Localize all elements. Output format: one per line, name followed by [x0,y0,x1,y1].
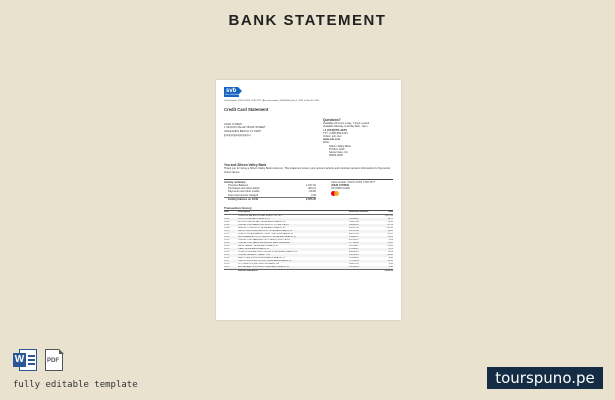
logo-text: svb [226,88,237,94]
description-cell: SHELL GAS STATION HIGHLANDS BEACH, FL [238,257,286,260]
date-cell: 11/21 [224,248,238,251]
questions-text-2: Available Monday to Friday 8am - 6pm [323,125,368,129]
total-cell: 31.85 [375,236,393,239]
total-cell: 9.99 [388,239,393,242]
word-doc-icon: W [13,349,37,371]
customer-block [224,118,312,157]
ending-balance-row [224,270,393,274]
chevron-right-icon [238,87,242,95]
card-number: XXXX XXXX 7749 7077 [347,180,376,184]
col-header-total: Total [375,211,393,215]
questions-mail-3: Santa Clara, CA [329,151,348,155]
date-cell: 11/05 [224,224,238,227]
total-cell: 6.80 [388,257,393,260]
date-cell: 11/28 [224,263,230,266]
total-cell: 29.50 [387,221,393,224]
brand-label: tourspuno.pe [487,367,603,389]
description-cell: CLOTHING STORE, NEW ORLEANS, LA [238,263,279,266]
description-cell: PUBLIX SUPER MARKET #0001 - HILLSIDE BEACH FL [238,233,294,236]
activity-value: -59.00 [308,190,316,194]
reference-cell: 88096432 [349,251,359,254]
questions-phone: +1 (510)555-4970 [323,127,347,132]
date-cell: 11/23 [224,251,230,254]
description-cell: BOOKSTORE RETAIL, HIGHLANDS BEACH, FL [238,221,286,224]
activity-title: Activity summary [224,180,246,184]
total-cell: 4.50 [375,266,393,270]
description-cell: ONLINE PURCHASE APPLE.COM/BILL 0000 CA US [238,239,290,242]
section-text: Thank you for being a Silicon Valley Bank customer. This statement covers your account activity and important account information for the period shown above. [224,167,390,174]
questions-mail-2: PO Box 1234 [329,147,345,151]
col-header-date: Date [224,211,238,215]
transactions-title: Transaction history [224,207,393,211]
format-icons [13,349,63,371]
description-cell: OFFICE SUPPLIES OFFICE, HIGHLANDS BEACH, FL [238,260,349,263]
total-cell: 9.00 [388,263,393,266]
reference-cell: 13357788 [349,221,359,224]
activity-total-label: Ending balance on 11/30 [228,197,259,201]
questions-block [323,118,393,157]
reference-cell: 54487216 [349,263,359,266]
date-cell: 11/26 [224,257,230,260]
activity-total-value: 2,585.35 [305,197,316,201]
date-cell: 11/25 [224,254,238,257]
activity-value: 1,047.91 [305,184,316,188]
questions-online: www.svb.com [323,138,341,142]
description-cell: RESTAURANT EXPRESS, HIGHLANDS BEACH, FL [238,266,349,270]
total-cell: 120.00 [386,227,393,230]
total-cell: 8.25 [375,248,393,251]
date-cell: 11/20 [224,245,230,248]
date-cell: 11/08 [224,227,230,230]
reference-cell: 15569021 [349,236,375,239]
activity-label: Previous Balance [228,184,249,188]
date-cell: 11/18 [224,242,238,245]
activity-label: Fees and interest charged [228,193,259,197]
description-cell: FOOD, HIGHLANDS BEACH, FL [238,218,349,221]
statement-title: Credit Card Statement [224,107,269,113]
customer-barcode: |||ıı|ı||ı|ıı|ı||ı|ıı||ı|ı|ı|||ı|ı|ıı| [224,133,251,137]
description-cell: ONLINE PURCHASE MEDIA WEB SALE HIGHLAND [238,242,349,245]
page-title: BANK STATEMENT [228,12,387,29]
date-cell: 11/29 [224,266,238,270]
activity-total-row [224,197,316,201]
activity-label: Purchases and other debits [228,187,260,191]
description-cell: ONLINE PURCHASE 0000 SUPPLY STORE CA US [238,224,349,227]
reference-cell: 66237783 [349,233,359,236]
total-cell: 61.19 [375,224,393,227]
reference-cell: 80214475 [349,239,359,242]
description-cell: ONLINE PAYMENT THANK YOU [238,254,349,257]
section-title: You and Silicon Valley Bank [224,163,267,168]
reference-cell: 11094483 [349,257,359,260]
total-cell: 12.00 [375,242,393,245]
activity-value: 463.14 [308,187,316,191]
bank-logo [224,86,393,96]
date-cell: 11/16 [224,239,230,242]
total-cell: 10.50 [375,260,393,263]
reference-cell: 62018835 [349,266,375,270]
mastercard-icon [331,191,339,196]
statement-document [216,80,401,320]
logo-subtitle: Silicon Valley Bank [225,95,239,96]
total-cell: 35.00 [387,245,393,248]
total-cell: -59.00 [375,254,393,257]
col-header-description: Description [238,211,349,215]
reference-cell: 74538810 [349,218,375,221]
reference-cell: 21149087 [349,245,359,248]
description-cell: TAXI & LIMOUSINE SERVICE - HIGHLAND BEACH, FL [238,230,349,233]
date-cell: 11/01 [224,218,238,221]
header-columns [224,118,393,157]
reference-cell: 37716290 [349,242,375,245]
activity-summary [224,179,393,201]
description-cell: CAFE, HIGHLANDS BEACH, FL [238,248,349,251]
total-cell: 15.98 [387,251,393,254]
total-cell: 18.40 [375,230,393,233]
activity-left [224,181,316,201]
description-cell: OPENING BALANCE BLAH BLAH 7749 7077 [238,215,283,218]
description-cell: SUPERMARKET FOOD SERVICE, HIGHLAND BEACH, FL [238,236,349,239]
questions-text-1: Available 24 hours a day, 7 days a week [323,122,370,126]
total-cell: 48.11 [375,218,393,221]
description-cell: RESORT COMPLETE, HIGHLANDS BEACH, FL [238,227,286,230]
col-header-reference: Reference Number [349,211,375,215]
customer-address-1: 1 SILICON VALLEY BANK STREET [224,126,266,130]
description-cell: COMPUTERS AND ELECTRONICS, HIGHLAND BEACH, FL [238,251,298,254]
description-cell: PALM TRAVEL, HIGHLANDS BEACH, FL [238,245,279,248]
transactions-table [224,211,393,273]
reference-cell: 26570019 [349,254,375,257]
date-cell: 11/12 [224,233,230,236]
questions-mail-1: Silicon Valley Bank [329,144,351,148]
total-cell: 1,047.91 [384,215,393,218]
questions-mail-4: 95054-0000 [329,154,343,158]
date-cell: 11/27 [224,260,238,263]
ending-balance-value: 2,585.35 [375,270,393,274]
activity-label: Payments and other credits [228,190,260,194]
date-cell: 11/14 [224,236,238,239]
reference-cell: 93287145 [349,227,359,230]
questions-online-label: Online: svb.com [323,135,342,139]
card-type: US WSM CARD [331,187,350,191]
account-line: Card number: XXXX XXXX 7749 7077 | Account number: 00000000 | Nov 1, 2021 to Nov 30, 2021 [224,100,320,102]
customer-address-2: HIGHLANDS BEACH, FL 33487 [224,129,262,133]
reference-cell: 77120903 [349,260,375,263]
card-holder: JOHN CITIZEN [331,184,350,188]
card-label: Card number: [331,180,347,184]
reference-cell: 59731204 [349,230,375,233]
transactions-body [224,215,393,274]
reference-cell: 47208811 [349,248,375,251]
date-cell: 11/10 [224,230,238,233]
reference-cell: 24859923 [349,224,375,227]
total-cell: 42.07 [387,233,393,236]
questions-title: Questions? [323,118,341,123]
questions-tty: TTY: 1-800-555-1234 [323,131,348,135]
template-caption: fully editable template [13,380,138,390]
date-cell: 11/03 [224,221,230,224]
questions-mail-label: Write: [323,141,330,145]
pdf-doc-icon: PDF [45,349,63,371]
activity-value: 0.00 [310,193,316,197]
customer-name: JOHN CITIZEN [224,123,242,127]
ending-balance-label: ENDING BALANCE [238,270,349,274]
card-info [331,181,393,201]
